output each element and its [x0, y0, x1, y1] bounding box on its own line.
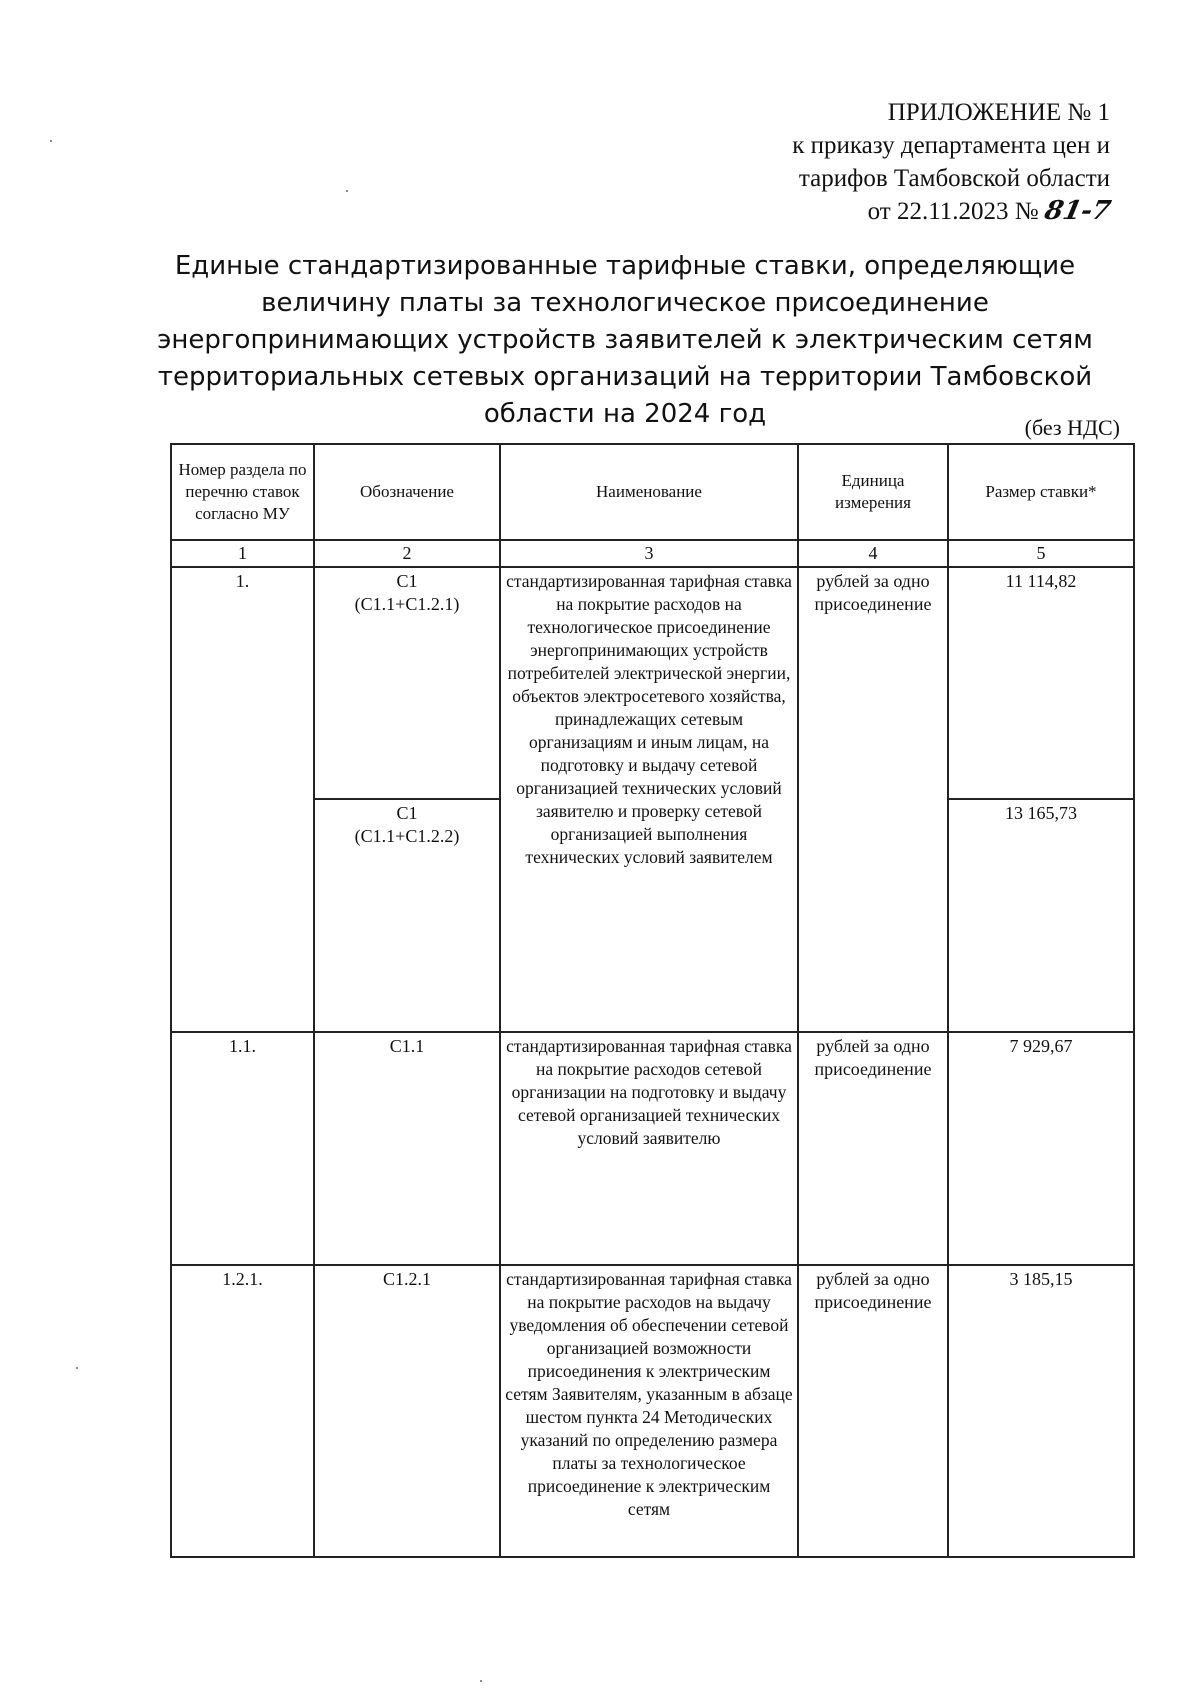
section-number: 1.2.1.	[171, 1265, 314, 1557]
section-number: 1.	[171, 567, 314, 1032]
column-number: 3	[500, 540, 798, 567]
table-row	[171, 567, 1134, 799]
scan-speck	[346, 190, 348, 192]
document-title: Единые стандартизированные тарифные ставки, определяющие величину платы за технологическое присоединение энергопринимающих устройств заявителей к электрическим сетям территориальных сетевых организаций на территории Тамбовской области на 2024 год	[157, 251, 1093, 429]
designation-code: С1.1	[314, 1032, 500, 1265]
appendix-date-line	[690, 195, 1114, 228]
tariff-table	[170, 443, 1135, 1558]
designation-cell	[314, 567, 500, 799]
header-name: Наименование	[500, 444, 798, 540]
appendix-line-2: тарифов Тамбовской области	[798, 165, 1110, 192]
designation-formula: (С1.1+С1.2.1)	[354, 594, 460, 614]
appendix-header	[690, 96, 1114, 228]
scan-speck	[76, 1367, 78, 1369]
handwritten-order-number: 81-7	[1041, 196, 1114, 226]
scan-speck	[50, 140, 52, 142]
header-rate: Размер ставки*	[948, 444, 1134, 540]
rate-name: стандартизированная тарифная ставка на покрытие расходов на выдачу уведомления об обеспечении сетевой организацией возможности присоединения к электрическим сетям Заявителям, указанным в абзаце шестом пункта 24 Методических указаний по определению размера платы за технологическое присоединение к электрическим сетям	[500, 1265, 798, 1557]
appendix-line-1: к приказу департамента цен и	[792, 132, 1110, 159]
designation-code: С1	[396, 571, 418, 591]
table-row	[171, 1032, 1134, 1265]
header-designation: Обозначение	[314, 444, 500, 540]
rate-value: 11 114,82	[948, 567, 1134, 799]
column-number: 2	[314, 540, 500, 567]
header-unit: Единица измерения	[798, 444, 948, 540]
column-number: 1	[171, 540, 314, 567]
designation-code: С1	[396, 803, 418, 823]
scan-speck	[480, 1680, 482, 1682]
appendix-title: ПРИЛОЖЕНИЕ № 1	[887, 99, 1110, 126]
designation-code: С1.2.1	[314, 1265, 500, 1557]
column-number-row	[171, 540, 1134, 567]
unit: рублей за одно присоединение	[798, 567, 948, 1032]
rate-name: стандартизированная тарифная ставка на покрытие расходов на технологическое присоединение энергопринимающих устройств потребителей электрической энергии, объектов электросетевого хозяйства, принадлежащих сетевым организациям и иным лицам, на подготовку и выдачу сетевой организацией технических условий заявителю и проверку сетевой организацией выполнения технических условий заявителем	[500, 567, 798, 1032]
unit: рублей за одно присоединение	[798, 1032, 948, 1265]
designation-cell	[314, 799, 500, 1032]
section-number: 1.1.	[171, 1032, 314, 1265]
rate-value: 7 929,67	[948, 1032, 1134, 1265]
header-section-number: Номер раздела по перечню ставок согласно МУ	[171, 444, 314, 540]
rate-value: 13 165,73	[948, 799, 1134, 1032]
table-header-row	[171, 444, 1134, 540]
rate-name: стандартизированная тарифная ставка на покрытие расходов сетевой организации на подготовку и выдачу сетевой организацией технических условий заявителю	[500, 1032, 798, 1265]
column-number: 4	[798, 540, 948, 567]
appendix-date: от 22.11.2023 №	[867, 198, 1039, 225]
vat-note: (без НДС)	[1024, 415, 1120, 440]
table-row	[171, 1265, 1134, 1557]
designation-formula: (С1.1+С1.2.2)	[354, 826, 460, 846]
column-number: 5	[948, 540, 1134, 567]
unit: рублей за одно присоединение	[798, 1265, 948, 1557]
rate-value: 3 185,15	[948, 1265, 1134, 1557]
